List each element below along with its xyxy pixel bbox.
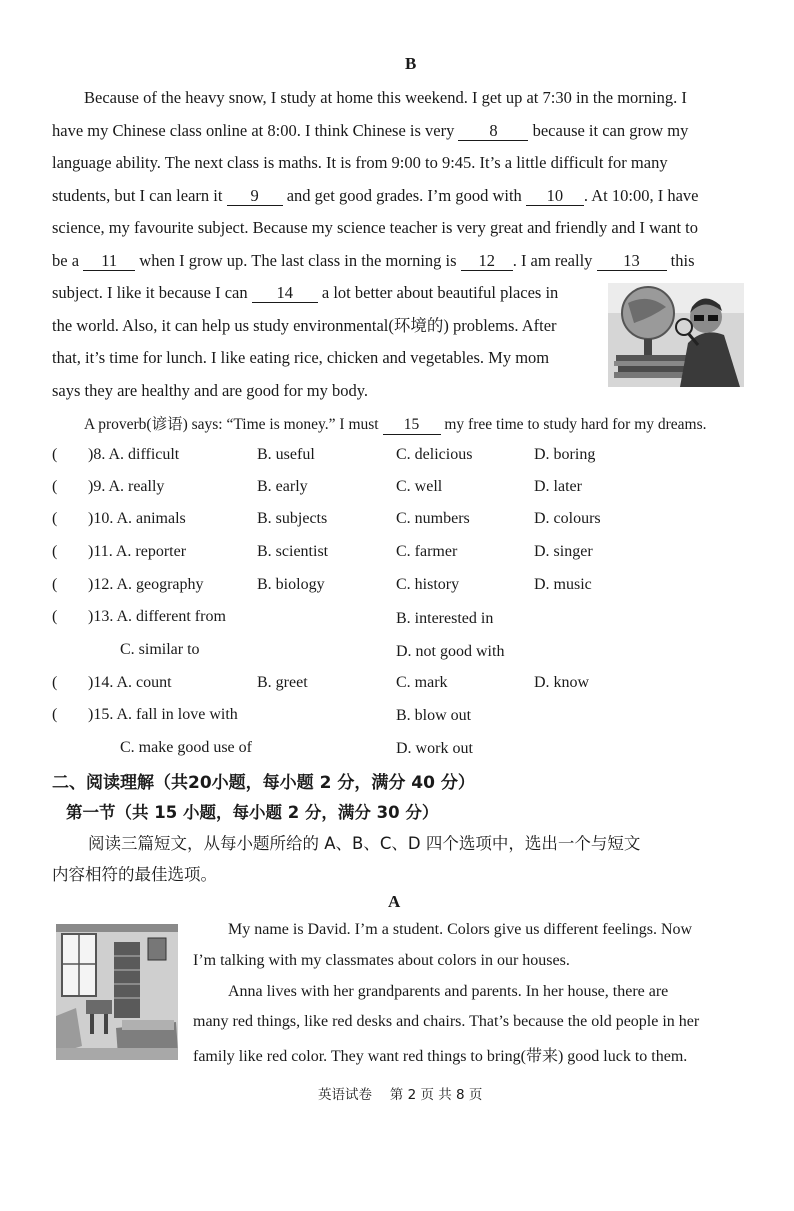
blank-13: 13 [597,252,667,271]
option-c: C. farmer [396,543,458,560]
passage-line: Because of the heavy snow, I study at home this weekend. I get up at 7:30 in the morning. I [84,88,687,107]
option-a: )8. A. difficult [88,446,180,463]
answer-paren: ( [52,674,58,691]
option-a: )9. A. really [88,478,165,495]
passage-a-line: many red things, like red desks and chairs. That’s because the old people in her [193,1013,700,1030]
passage-b-body [52,82,699,407]
blank-8: 8 [458,122,528,141]
passage-line: subject. I like it because I can 14 a lot better about beautiful places in [52,283,559,302]
option-b: B. biology [257,576,325,593]
blank-9: 9 [227,187,283,206]
passage-a-line: family like red color. They want red things to bring(带来) good luck to them. [193,1048,688,1065]
scientist-photo [608,283,744,387]
blank-14: 14 [252,284,318,303]
blank-12: 12 [461,252,513,271]
passage-line: be a 11 when I grow up. The last class in the morning is 12 . I am really 13 this [52,250,695,270]
passage-a-title: A [388,892,401,911]
passage-b-title: B [405,54,417,73]
option-d: D. boring [534,446,596,463]
section-heading: 二、阅读理解（共20小题，每小题 2 分，满分 40 分） [52,773,475,793]
page-footer: 英语试卷 第 2 页 共 8 页 [318,1087,483,1103]
option-b: B. subjects [257,510,328,527]
living-room-photo [56,924,178,1060]
passage-line: science, my favourite subject. Because my science teacher is very great and friendly and I want to [52,218,698,237]
option-d: D. know [534,674,590,691]
option-b: B. interested in [396,610,494,627]
option-d: D. colours [534,510,601,527]
answer-paren: ( [52,478,58,495]
passage-line: students, but I can learn it 9 and get good grades. I’m good with 10 . At 10:00, I have [52,185,699,205]
option-d: D. music [534,576,592,593]
answer-paren: ( [52,576,58,593]
answer-paren: ( [52,543,58,560]
answer-paren: ( [52,706,58,723]
option-a: )11. A. reporter [88,543,187,560]
passage-line: that, it’s time for lunch. I like eating rice, chicken and vegetables. My mom [52,348,550,367]
option-a: )12. A. geography [88,576,204,593]
option-d: D. work out [396,740,473,757]
passage-a-line: I’m talking with my classmates about colors in our houses. [193,952,570,969]
option-c: C. well [396,478,443,495]
option-c: C. mark [396,674,448,691]
option-c: C. make good use of [120,739,252,756]
passage-line: language ability. The next class is maths. It is from 9:00 to 9:45. It’s a little difficult for many [52,153,668,172]
passage-line: says they are healthy and are good for my body. [52,380,368,400]
blank-10: 10 [526,187,584,206]
subsection-heading: 第一节（共 15 小题，每小题 2 分，满分 30 分） [66,803,439,822]
answer-paren: ( [52,608,58,625]
passage-line: have my Chinese class online at 8:00. I think Chinese is very 8 because it can grow my [52,120,689,140]
proverb-line: A proverb(谚语) says: “Time is money.” I must 15 my free time to study hard for my dreams. [84,416,707,433]
option-d: D. singer [534,543,593,560]
option-a: )10. A. animals [88,510,186,527]
option-c: C. numbers [396,510,470,527]
passage-line: the world. Also, it can help us study environmental(环境的) problems. After [52,315,557,335]
passage-a-line: My name is David. I’m a student. Colors give us different feelings. Now [228,921,693,938]
blank-15: 15 [383,416,441,435]
instructions-line-1: 阅读三篇短文，从每小题所给的 A、B、C、D 四个选项中，选出一个与短文 [88,834,641,853]
option-b: B. useful [257,446,315,463]
instructions-line-2: 内容相符的最佳选项。 [52,865,217,884]
option-d: D. later [534,478,582,495]
option-b: B. scientist [257,543,329,560]
option-c: C. history [396,576,460,593]
option-d: D. not good with [396,643,505,660]
answer-paren: ( [52,446,58,463]
option-a: )15. A. fall in love with [88,706,238,723]
option-b: B. early [257,478,308,495]
blank-11: 11 [83,252,135,271]
option-c: C. similar to [120,641,200,658]
option-c: C. delicious [396,446,473,463]
option-a: )14. A. count [88,674,172,691]
answer-paren: ( [52,510,58,527]
passage-a-line: Anna lives with her grandparents and parents. In her house, there are [228,983,669,1000]
option-b: B. blow out [396,707,472,724]
option-b: B. greet [257,674,308,691]
option-a: )13. A. different from [88,608,226,625]
